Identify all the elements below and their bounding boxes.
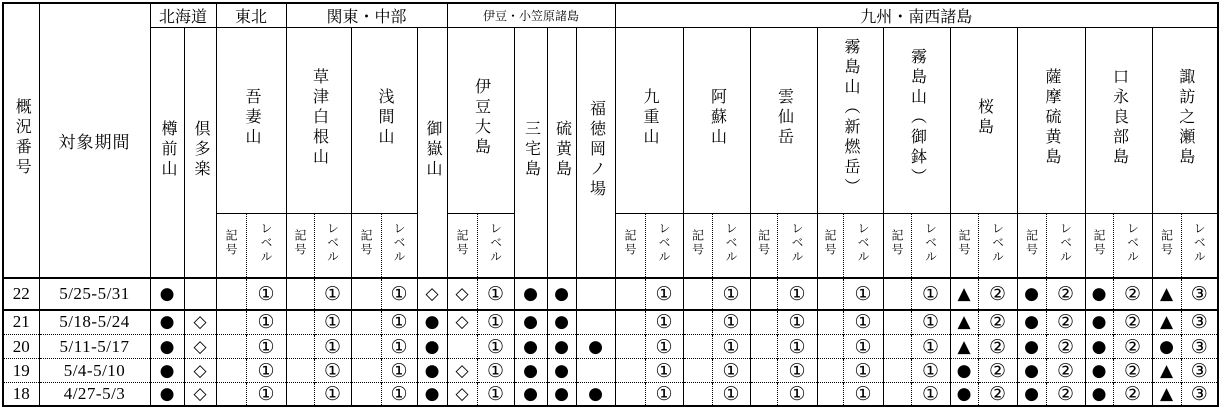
symbol-col-header-sakurajima bbox=[950, 214, 978, 278]
fukutoku-okanoba-symbol-cell bbox=[576, 310, 615, 335]
satsuma-iojima-symbol-cell: ● bbox=[1017, 359, 1046, 383]
level-col-header-kuchinoerabujima bbox=[1113, 214, 1152, 278]
kirishima-shinmoedake-level-cell: ① bbox=[843, 335, 883, 359]
volcano-name-kuju: 九重山 bbox=[641, 88, 658, 148]
period-cell: 4/27-5/3 bbox=[39, 383, 150, 407]
period-header bbox=[39, 3, 150, 278]
satsuma-iojima-symbol-cell: ● bbox=[1017, 335, 1046, 359]
ontake-symbol-cell: ● bbox=[417, 359, 447, 383]
azuma-symbol-cell bbox=[216, 278, 246, 310]
asama-level-cell: ① bbox=[381, 335, 417, 359]
azuma-symbol-cell bbox=[216, 310, 246, 335]
izu-oshima-level-cell: ① bbox=[477, 335, 514, 359]
tarumae-symbol-cell: ● bbox=[150, 335, 184, 359]
suwanosejima-symbol-cell: ▲ bbox=[1152, 383, 1181, 407]
unzen-symbol-cell bbox=[750, 278, 777, 310]
sakurajima-level-cell: ② bbox=[978, 359, 1017, 383]
asama-level-cell: ① bbox=[381, 359, 417, 383]
izu-oshima-symbol-cell: ◇ bbox=[447, 278, 477, 310]
level-col-label: レベル bbox=[657, 221, 671, 264]
unzen-level-cell: ① bbox=[777, 335, 817, 359]
unzen-symbol-cell bbox=[750, 383, 777, 407]
ioto-symbol-cell: ● bbox=[547, 310, 576, 335]
kirishima-shinmoedake-symbol-cell bbox=[817, 335, 843, 359]
volcano-header-kuchinoerabujima bbox=[1085, 28, 1152, 214]
azuma-level-cell: ① bbox=[246, 383, 286, 407]
kuju-level-cell: ① bbox=[645, 335, 683, 359]
miyakejima-symbol-cell: ● bbox=[514, 278, 547, 310]
izu-oshima-symbol-cell: ◇ bbox=[447, 310, 477, 335]
period-cell: 5/18-5/24 bbox=[39, 310, 150, 335]
symbol-col-header-kuju bbox=[615, 214, 645, 278]
azuma-level-cell: ① bbox=[246, 335, 286, 359]
kuchinoerabujima-level-cell: ② bbox=[1113, 335, 1152, 359]
kuttara-symbol-cell: ◇ bbox=[184, 335, 216, 359]
table-body bbox=[3, 278, 1218, 407]
sakurajima-level-cell: ② bbox=[978, 278, 1017, 310]
volcano-name-kuchinoerabujima: 口永良部島 bbox=[1110, 68, 1128, 168]
izu-oshima-level-cell: ① bbox=[477, 278, 514, 310]
period-cell: 5/11-5/17 bbox=[39, 335, 150, 359]
level-col-label: レベル bbox=[724, 221, 738, 264]
kuju-level-cell: ① bbox=[645, 278, 683, 310]
miyakejima-symbol-cell: ● bbox=[514, 383, 547, 407]
kusatsu-shirane-level-cell: ① bbox=[314, 278, 351, 310]
symbol-col-label: 記号 bbox=[957, 228, 971, 257]
volcano-name-suwanosejima: 諏訪之瀬島 bbox=[1176, 68, 1194, 168]
kuchinoerabujima-symbol-cell: ● bbox=[1085, 310, 1113, 335]
suwanosejima-level-cell: ③ bbox=[1181, 335, 1218, 359]
kirishima-shinmoedake-level-cell: ① bbox=[843, 359, 883, 383]
volcano-header-tarumae bbox=[150, 28, 184, 278]
suwanosejima-symbol-cell: ▲ bbox=[1152, 310, 1181, 335]
symbol-col-label: 記号 bbox=[890, 228, 904, 257]
izu-oshima-level-cell: ① bbox=[477, 359, 514, 383]
kirishima-ohachi-symbol-cell bbox=[883, 335, 911, 359]
summary-no-cell: 22 bbox=[3, 278, 39, 310]
symbol-col-label: 記号 bbox=[690, 228, 705, 257]
volcano-header-azuma bbox=[216, 28, 286, 214]
volcano-name-miyakejima: 三宅島 bbox=[522, 119, 540, 180]
kuchinoerabujima-level-cell: ② bbox=[1113, 278, 1152, 310]
level-col-label: レベル bbox=[392, 221, 406, 264]
kirishima-shinmoedake-level-cell: ① bbox=[843, 383, 883, 407]
volcano-header-unzen bbox=[750, 28, 817, 214]
volcano-header-sakurajima bbox=[950, 28, 1017, 214]
level-col-header-asama bbox=[381, 214, 417, 278]
table-row bbox=[3, 310, 1218, 335]
azuma-level-cell: ① bbox=[246, 310, 286, 335]
symbol-col-label: 記号 bbox=[1092, 228, 1106, 257]
aso-symbol-cell bbox=[683, 335, 712, 359]
kuju-symbol-cell bbox=[615, 310, 645, 335]
kirishima-shinmoedake-symbol-cell bbox=[817, 359, 843, 383]
aso-level-cell: ① bbox=[712, 383, 750, 407]
region-header-1: 東北 bbox=[216, 3, 286, 28]
satsuma-iojima-symbol-cell: ● bbox=[1017, 278, 1046, 310]
aso-symbol-cell bbox=[683, 278, 712, 310]
symbol-col-header-kirishima-ohachi bbox=[883, 214, 911, 278]
kirishima-ohachi-level-cell: ① bbox=[911, 278, 950, 310]
aso-level-cell: ① bbox=[712, 359, 750, 383]
satsuma-iojima-symbol-cell: ● bbox=[1017, 310, 1046, 335]
level-col-label: レベル bbox=[923, 221, 938, 264]
volcano-header-kuju bbox=[615, 28, 683, 214]
asama-symbol-cell bbox=[351, 383, 381, 407]
kusatsu-shirane-symbol-cell bbox=[286, 335, 314, 359]
symbol-col-label: 記号 bbox=[1159, 228, 1174, 257]
unzen-level-cell: ① bbox=[777, 383, 817, 407]
kuttara-symbol-cell: ◇ bbox=[184, 383, 216, 407]
volcano-header-kirishima-ohachi bbox=[883, 28, 950, 214]
region-header-0: 北海道 bbox=[150, 3, 216, 28]
asama-level-cell: ① bbox=[381, 310, 417, 335]
unzen-level-cell: ① bbox=[777, 310, 817, 335]
volcano-header-kusatsu-shirane bbox=[286, 28, 351, 214]
izu-oshima-symbol-cell: ◇ bbox=[447, 383, 477, 407]
kuchinoerabujima-symbol-cell: ● bbox=[1085, 383, 1113, 407]
kirishima-shinmoedake-level-cell: ① bbox=[843, 278, 883, 310]
suwanosejima-symbol-cell: ▲ bbox=[1152, 278, 1181, 310]
volcano-header-miyakejima bbox=[514, 28, 547, 278]
volcano-name-aso: 阿蘇山 bbox=[708, 88, 726, 148]
satsuma-iojima-level-cell: ② bbox=[1046, 278, 1085, 310]
sakurajima-level-cell: ② bbox=[978, 383, 1017, 407]
kirishima-shinmoedake-level-cell: ① bbox=[843, 310, 883, 335]
fukutoku-okanoba-symbol-cell: ● bbox=[576, 335, 615, 359]
azuma-level-cell: ① bbox=[246, 359, 286, 383]
volcano-name-kirishima-shinmoedake: 霧島山（新燃岳） bbox=[842, 38, 859, 198]
volcano-name-tarumae: 樽前山 bbox=[159, 119, 176, 180]
kuju-symbol-cell bbox=[615, 278, 645, 310]
kirishima-ohachi-level-cell: ① bbox=[911, 359, 950, 383]
kuju-level-cell: ① bbox=[645, 359, 683, 383]
symbol-col-header-unzen bbox=[750, 214, 777, 278]
kusatsu-shirane-symbol-cell bbox=[286, 310, 314, 335]
symbol-col-label: 記号 bbox=[756, 228, 771, 257]
asama-level-cell: ① bbox=[381, 278, 417, 310]
asama-symbol-cell bbox=[351, 359, 381, 383]
kirishima-shinmoedake-symbol-cell bbox=[817, 310, 843, 335]
asama-symbol-cell bbox=[351, 278, 381, 310]
level-col-header-unzen bbox=[777, 214, 817, 278]
kirishima-ohachi-symbol-cell bbox=[883, 359, 911, 383]
summary-no-cell: 20 bbox=[3, 335, 39, 359]
suwanosejima-symbol-cell: ● bbox=[1152, 335, 1181, 359]
unzen-symbol-cell bbox=[750, 359, 777, 383]
period-cell: 5/4-5/10 bbox=[39, 359, 150, 383]
kirishima-ohachi-level-cell: ① bbox=[911, 383, 950, 407]
aso-level-cell: ① bbox=[712, 310, 750, 335]
suwanosejima-level-cell: ③ bbox=[1181, 310, 1218, 335]
volcano-name-kuttara: 倶多楽 bbox=[192, 119, 209, 180]
level-col-label: レベル bbox=[1058, 221, 1073, 264]
kuttara-symbol-cell: ◇ bbox=[184, 359, 216, 383]
sakurajima-level-cell: ② bbox=[978, 335, 1017, 359]
sakurajima-symbol-cell: ● bbox=[950, 359, 978, 383]
asama-symbol-cell bbox=[351, 335, 381, 359]
azuma-symbol-cell bbox=[216, 359, 246, 383]
unzen-symbol-cell bbox=[750, 310, 777, 335]
satsuma-iojima-level-cell: ② bbox=[1046, 359, 1085, 383]
kirishima-ohachi-symbol-cell bbox=[883, 383, 911, 407]
ontake-symbol-cell: ● bbox=[417, 335, 447, 359]
table-row bbox=[3, 359, 1218, 383]
kuju-symbol-cell bbox=[615, 335, 645, 359]
level-col-header-izu-oshima bbox=[477, 214, 514, 278]
miyakejima-symbol-cell: ● bbox=[514, 310, 547, 335]
kuchinoerabujima-level-cell: ② bbox=[1113, 310, 1152, 335]
tarumae-symbol-cell: ● bbox=[150, 383, 184, 407]
izu-oshima-symbol-cell bbox=[447, 335, 477, 359]
kuchinoerabujima-level-cell: ② bbox=[1113, 383, 1152, 407]
volcano-header-kirishima-shinmoedake bbox=[817, 28, 883, 214]
miyakejima-symbol-cell: ● bbox=[514, 359, 547, 383]
kirishima-shinmoedake-symbol-cell bbox=[817, 383, 843, 407]
kuchinoerabujima-level-cell: ② bbox=[1113, 359, 1152, 383]
kuttara-symbol-cell: ◇ bbox=[184, 310, 216, 335]
symbol-col-header-kuchinoerabujima bbox=[1085, 214, 1113, 278]
fukutoku-okanoba-symbol-cell: ● bbox=[576, 383, 615, 407]
summary-no-cell: 21 bbox=[12, 312, 30, 332]
azuma-symbol-cell bbox=[216, 335, 246, 359]
suwanosejima-level-cell: ③ bbox=[1181, 359, 1218, 383]
kusatsu-shirane-symbol-cell bbox=[286, 278, 314, 310]
satsuma-iojima-level-cell: ② bbox=[1046, 335, 1085, 359]
level-col-label: レベル bbox=[259, 221, 273, 264]
sakurajima-symbol-cell: ▲ bbox=[950, 310, 978, 335]
symbol-col-header-azuma bbox=[216, 214, 246, 278]
volcano-name-kusatsu-shirane: 草津白根山 bbox=[310, 68, 328, 168]
kirishima-ohachi-symbol-cell bbox=[883, 278, 911, 310]
ontake-symbol-cell: ● bbox=[417, 383, 447, 407]
ioto-symbol-cell: ● bbox=[547, 335, 576, 359]
level-col-header-sakurajima bbox=[978, 214, 1017, 278]
level-col-label: レベル bbox=[488, 221, 503, 264]
asama-symbol-cell bbox=[351, 310, 381, 335]
suwanosejima-level-cell: ③ bbox=[1181, 278, 1218, 310]
volcano-name-asama: 浅間山 bbox=[376, 88, 393, 148]
kirishima-shinmoedake-symbol-cell bbox=[817, 278, 843, 310]
region-header-3: 伊豆・小笠原諸島 bbox=[447, 3, 615, 28]
volcano-name-azuma: 吾妻山 bbox=[243, 88, 260, 148]
aso-level-cell: ① bbox=[712, 278, 750, 310]
volcano-name-unzen: 雲仙岳 bbox=[775, 88, 793, 148]
volcano-header-ontake bbox=[417, 28, 447, 278]
kusatsu-shirane-level-cell: ① bbox=[314, 383, 351, 407]
volcano-name-izu-oshima: 伊豆大島 bbox=[472, 78, 490, 158]
symbol-col-label: 記号 bbox=[455, 228, 469, 257]
azuma-symbol-cell bbox=[216, 383, 246, 407]
satsuma-iojima-symbol-cell: ● bbox=[1017, 383, 1046, 407]
region-header-2: 関東・中部 bbox=[286, 3, 447, 28]
period-cell: 5/25-5/31 bbox=[39, 278, 150, 310]
volcano-name-fukutoku-okanoba: 福徳岡ノ場 bbox=[587, 99, 605, 200]
unzen-level-cell: ① bbox=[777, 359, 817, 383]
symbol-col-label: 記号 bbox=[1024, 228, 1039, 257]
volcano-name-satsuma-iojima: 薩摩硫黄島 bbox=[1043, 68, 1060, 168]
fukutoku-okanoba-symbol-cell bbox=[576, 359, 615, 383]
symbol-col-header-suwanosejima bbox=[1152, 214, 1181, 278]
suwanosejima-symbol-cell: ▲ bbox=[1152, 359, 1181, 383]
level-col-label: レベル bbox=[325, 221, 340, 264]
unzen-level-cell: ① bbox=[777, 278, 817, 310]
kirishima-ohachi-level-cell: ① bbox=[911, 335, 950, 359]
suwanosejima-level-cell: ③ bbox=[1181, 383, 1218, 407]
volcano-header-kuttara bbox=[184, 28, 216, 278]
kuchinoerabujima-symbol-cell: ● bbox=[1085, 278, 1113, 310]
asama-level-cell: ① bbox=[381, 383, 417, 407]
tarumae-symbol-cell: ● bbox=[150, 359, 184, 383]
table-row bbox=[3, 335, 1218, 359]
volcano-header-ioto bbox=[547, 28, 576, 278]
volcano-name-sakurajima: 桜島 bbox=[975, 98, 993, 138]
symbol-col-header-asama bbox=[351, 214, 381, 278]
period-header-label: 対象期間 bbox=[58, 132, 131, 152]
kusatsu-shirane-level-cell: ① bbox=[314, 335, 351, 359]
ioto-symbol-cell: ● bbox=[547, 383, 576, 407]
level-col-label: レベル bbox=[856, 221, 870, 264]
table-row bbox=[3, 278, 1218, 310]
izu-oshima-symbol-cell: ◇ bbox=[447, 359, 477, 383]
aso-symbol-cell bbox=[683, 383, 712, 407]
level-col-header-suwanosejima bbox=[1181, 214, 1218, 278]
level-col-header-kusatsu-shirane bbox=[314, 214, 351, 278]
ioto-symbol-cell: ● bbox=[547, 278, 576, 310]
symbol-col-label: 記号 bbox=[293, 228, 307, 257]
izu-oshima-level-cell: ① bbox=[477, 310, 514, 335]
symbol-col-header-izu-oshima bbox=[447, 214, 477, 278]
symbol-col-label: 記号 bbox=[224, 228, 238, 257]
kusatsu-shirane-level-cell: ① bbox=[314, 310, 351, 335]
volcano-name-kirishima-ohachi: 霧島山（御鉢） bbox=[908, 48, 926, 188]
symbol-col-label: 記号 bbox=[359, 228, 373, 257]
aso-symbol-cell bbox=[683, 359, 712, 383]
level-col-label: レベル bbox=[1125, 221, 1140, 264]
sakurajima-symbol-cell: ▲ bbox=[950, 278, 978, 310]
level-col-header-satsuma-iojima bbox=[1046, 214, 1085, 278]
kuju-symbol-cell bbox=[615, 359, 645, 383]
kuju-level-cell: ① bbox=[645, 310, 683, 335]
symbol-col-label: 記号 bbox=[823, 228, 837, 257]
kirishima-ohachi-level-cell: ① bbox=[911, 310, 950, 335]
tarumae-symbol-cell: ● bbox=[150, 278, 184, 310]
volcano-header-fukutoku-okanoba bbox=[576, 28, 615, 278]
kirishima-ohachi-symbol-cell bbox=[883, 310, 911, 335]
summary-number-header-label: 概況番号 bbox=[13, 97, 31, 178]
kuju-level-cell: ① bbox=[645, 383, 683, 407]
izu-oshima-level-cell: ① bbox=[477, 383, 514, 407]
summary-no-cell: 18 bbox=[3, 383, 39, 407]
volcano-name-ontake: 御嶽山 bbox=[424, 119, 441, 180]
aso-symbol-cell bbox=[683, 310, 712, 335]
region-header-4: 九州・南西諸島 bbox=[615, 3, 1218, 28]
kuju-symbol-cell bbox=[615, 383, 645, 407]
kuchinoerabujima-symbol-cell: ● bbox=[1085, 359, 1113, 383]
satsuma-iojima-level-cell: ② bbox=[1046, 383, 1085, 407]
level-col-header-kirishima-shinmoedake bbox=[843, 214, 883, 278]
summary-number-header bbox=[3, 3, 39, 278]
miyakejima-symbol-cell: ● bbox=[514, 335, 547, 359]
volcano-header-aso bbox=[683, 28, 750, 214]
volcano-header-suwanosejima bbox=[1152, 28, 1218, 214]
volcano-header-asama bbox=[351, 28, 417, 214]
sakurajima-level-cell: ② bbox=[978, 310, 1017, 335]
symbol-col-header-kusatsu-shirane bbox=[286, 214, 314, 278]
level-col-label: レベル bbox=[1192, 221, 1207, 264]
level-col-header-kirishima-ohachi bbox=[911, 214, 950, 278]
ioto-symbol-cell: ● bbox=[547, 359, 576, 383]
symbol-col-header-kirishima-shinmoedake bbox=[817, 214, 843, 278]
region-header-row bbox=[3, 3, 1218, 28]
level-col-label: レベル bbox=[990, 221, 1005, 264]
level-col-label: レベル bbox=[790, 221, 804, 264]
volcano-name-row bbox=[3, 28, 1218, 214]
level-col-header-kuju bbox=[645, 214, 683, 278]
volcano-activity-table bbox=[2, 2, 1219, 407]
summary-no-cell: 19 bbox=[3, 359, 39, 383]
volcano-header-izu-oshima bbox=[447, 28, 514, 214]
kusatsu-shirane-symbol-cell bbox=[286, 359, 314, 383]
sakurajima-symbol-cell: ● bbox=[950, 383, 978, 407]
volcano-name-ioto: 硫黄島 bbox=[553, 119, 571, 180]
sakurajima-symbol-cell: ▲ bbox=[950, 335, 978, 359]
kuttara-symbol-cell bbox=[184, 278, 216, 310]
tarumae-symbol-cell: ● bbox=[150, 310, 184, 335]
level-col-header-aso bbox=[712, 214, 750, 278]
symbol-col-header-aso bbox=[683, 214, 712, 278]
satsuma-iojima-level-cell: ② bbox=[1046, 310, 1085, 335]
aso-level-cell: ① bbox=[712, 335, 750, 359]
volcano-header-satsuma-iojima bbox=[1017, 28, 1085, 214]
table-row bbox=[3, 383, 1218, 407]
level-col-header-azuma bbox=[246, 214, 286, 278]
kuchinoerabujima-symbol-cell: ● bbox=[1085, 335, 1113, 359]
ontake-symbol-cell: ◇ bbox=[417, 278, 447, 310]
kusatsu-shirane-symbol-cell bbox=[286, 383, 314, 407]
symbol-col-label: 記号 bbox=[623, 228, 637, 257]
symbol-col-header-satsuma-iojima bbox=[1017, 214, 1046, 278]
ontake-symbol-cell: ● bbox=[417, 310, 447, 335]
fukutoku-okanoba-symbol-cell bbox=[576, 278, 615, 310]
azuma-level-cell: ① bbox=[246, 278, 286, 310]
kusatsu-shirane-level-cell: ① bbox=[314, 359, 351, 383]
table-header bbox=[3, 3, 1218, 278]
unzen-symbol-cell bbox=[750, 335, 777, 359]
